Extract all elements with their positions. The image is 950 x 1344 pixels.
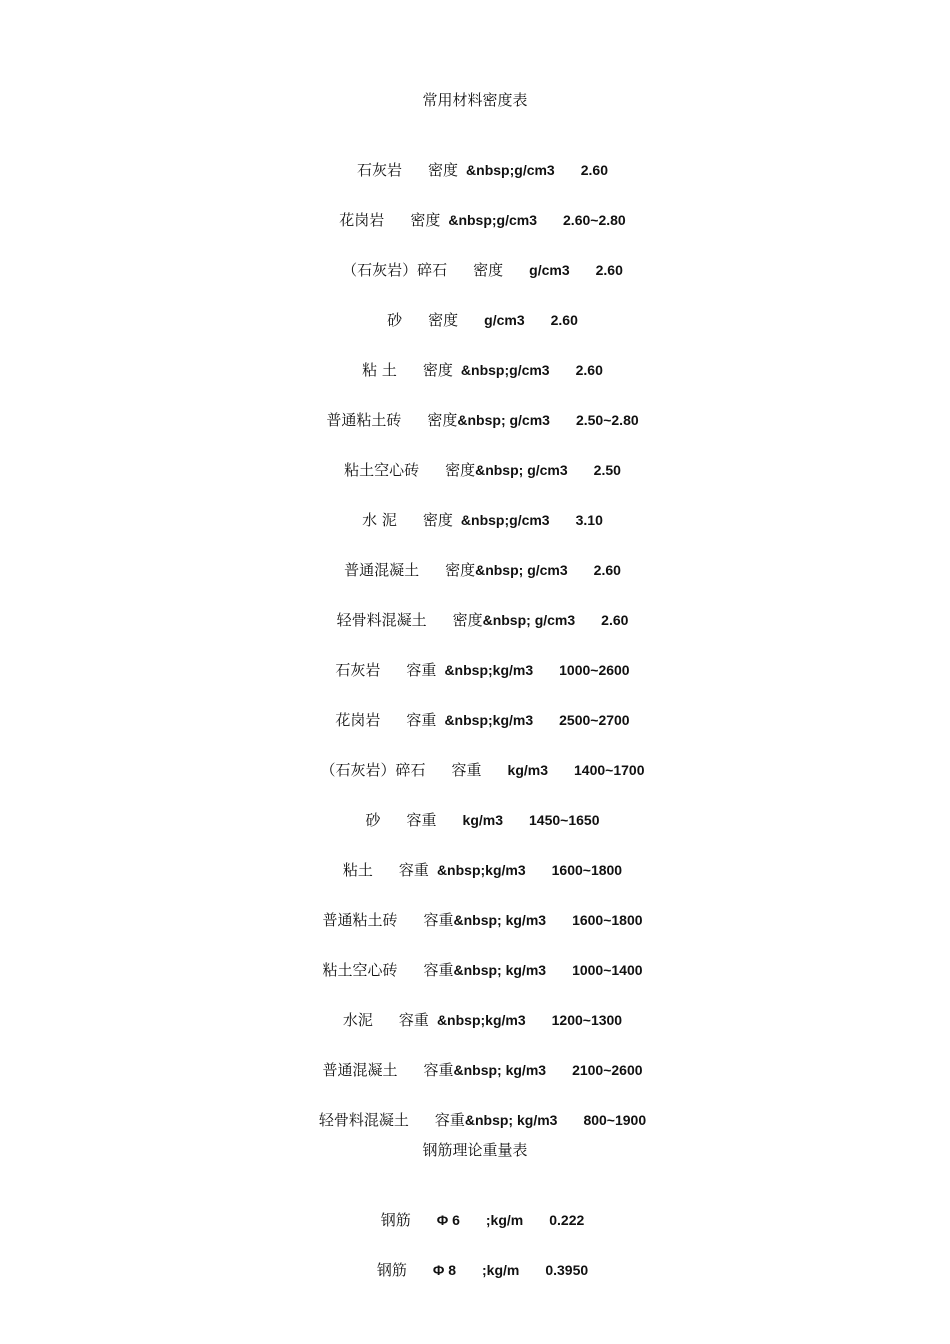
material-name: 砂: [365, 811, 381, 829]
property-label: 密度: [422, 511, 453, 529]
value-text: 0.3950: [545, 1262, 589, 1278]
property-label: 容重: [398, 1011, 429, 1029]
density-row: [0, 540, 950, 579]
unit-label: &nbsp; g/cm3: [475, 462, 568, 478]
property-label: 密度: [422, 361, 453, 379]
material-name: 粘土: [342, 861, 373, 879]
property-label: 容重: [423, 1061, 454, 1079]
density-row: [0, 390, 950, 429]
value-text: 1400~1700: [574, 762, 645, 778]
material-name: 轻骨料混凝土: [318, 1111, 409, 1129]
property-label: 容重: [423, 961, 454, 979]
unit-label: &nbsp; kg/m3: [453, 1062, 547, 1078]
bulk-density-row: [0, 740, 950, 779]
value-text: 2100~2600: [572, 1062, 643, 1078]
density-row: [0, 240, 950, 279]
property-label: 容重: [398, 861, 429, 879]
bulk-density-row: [0, 1090, 950, 1129]
property-label: 容重: [406, 711, 437, 729]
bulk-density-row: [0, 890, 950, 929]
density-row: [0, 140, 950, 179]
unit-label: &nbsp;g/cm3: [460, 512, 550, 528]
density-row: [0, 440, 950, 479]
unit-label: &nbsp;kg/m3: [436, 862, 526, 878]
material-name: 普通混凝土: [344, 561, 420, 579]
unit-label: &nbsp; g/cm3: [475, 562, 568, 578]
value-text: 2.60: [550, 312, 578, 328]
unit-label: &nbsp;kg/m3: [444, 712, 534, 728]
unit-label: &nbsp; kg/m3: [453, 912, 547, 928]
value-text: 0.222: [549, 1212, 585, 1228]
rebar-table-title: 钢筋理论重量表: [422, 1141, 528, 1159]
unit-label: &nbsp; g/cm3: [482, 612, 576, 628]
value-text: 1450~1650: [529, 812, 600, 828]
material-name: 普通混凝土: [322, 1061, 398, 1079]
unit-label: &nbsp; kg/m3: [464, 1112, 558, 1128]
rebar-row: [0, 1240, 950, 1279]
value-text: 1000~1400: [572, 962, 643, 978]
unit-label: &nbsp; kg/m3: [453, 962, 547, 978]
value-text: 2.60~2.80: [563, 212, 626, 228]
value-text: 2.60: [595, 262, 623, 278]
material-name: 轻骨料混凝土: [336, 611, 427, 629]
property-label: 容重: [406, 811, 437, 829]
material-name: 水 泥: [362, 511, 397, 529]
value-text: 2.50: [593, 462, 621, 478]
property-label: 密度: [427, 411, 458, 429]
material-name: 砂: [387, 311, 403, 329]
bulk-density-row: [0, 1040, 950, 1079]
unit-label: &nbsp;kg/m3: [436, 1012, 526, 1028]
value-text: 1000~2600: [559, 662, 630, 678]
material-name: 粘土空心砖: [322, 961, 398, 979]
property-label: 密度: [428, 311, 459, 329]
rebar-diameter: Φ 8: [432, 1262, 456, 1278]
bulk-density-row: [0, 690, 950, 729]
unit-label: &nbsp;g/cm3: [448, 212, 538, 228]
bulk-density-row: [0, 940, 950, 979]
value-text: 2.60: [601, 612, 629, 628]
material-name: 花岗岩: [339, 211, 385, 229]
property-label: 密度: [428, 161, 459, 179]
unit-label: ;kg/m: [482, 1262, 520, 1278]
value-text: 2.60: [580, 162, 608, 178]
property-label: 密度: [445, 461, 476, 479]
value-text: 1600~1800: [572, 912, 643, 928]
unit-label: kg/m3: [507, 762, 549, 778]
density-row: [0, 590, 950, 629]
density-row: [0, 190, 950, 229]
bulk-density-row: [0, 990, 950, 1029]
value-text: 800~1900: [583, 1112, 647, 1128]
material-name: 花岗岩: [335, 711, 381, 729]
unit-label: &nbsp;g/cm3: [460, 362, 550, 378]
value-text: 2.60: [593, 562, 621, 578]
material-name: 普通粘土砖: [322, 911, 398, 929]
unit-label: ;kg/m: [485, 1212, 524, 1228]
material-name: （石灰岩）碎石: [320, 761, 426, 779]
material-name: （石灰岩）碎石: [342, 261, 448, 279]
property-label: 密度: [473, 261, 504, 279]
material-name: 普通粘土砖: [326, 411, 402, 429]
rebar-name: 钢筋: [376, 1261, 407, 1279]
material-name: 粘土空心砖: [344, 461, 420, 479]
unit-label: g/cm3: [529, 262, 570, 278]
property-label: 容重: [434, 1111, 465, 1129]
value-text: 1600~1800: [551, 862, 623, 878]
material-name: 粘 土: [362, 361, 397, 379]
density-row: [0, 290, 950, 329]
material-name: 石灰岩: [335, 661, 381, 679]
bulk-density-row: [0, 790, 950, 829]
value-text: 3.10: [575, 512, 603, 528]
bulk-density-row: [0, 640, 950, 679]
unit-label: g/cm3: [484, 312, 525, 328]
property-label: 容重: [406, 661, 437, 679]
material-name: 水泥: [342, 1011, 373, 1029]
rebar-name: 钢筋: [380, 1211, 411, 1229]
value-text: 2.50~2.80: [575, 412, 639, 428]
unit-label: kg/m3: [462, 812, 504, 828]
property-label: 密度: [410, 211, 441, 229]
bulk-density-row: [0, 840, 950, 879]
property-label: 容重: [423, 911, 454, 929]
value-text: 2.60: [575, 362, 603, 378]
rebar-diameter: Φ 6: [436, 1212, 460, 1228]
value-text: 2500~2700: [559, 712, 630, 728]
property-label: 容重: [451, 761, 482, 779]
material-name: 石灰岩: [357, 161, 403, 179]
value-text: 1200~1300: [551, 1012, 623, 1028]
unit-label: &nbsp; g/cm3: [457, 412, 550, 428]
density-row: [0, 340, 950, 379]
rebar-row: [0, 1190, 950, 1229]
density-table-title: 常用材料密度表: [422, 91, 528, 109]
unit-label: &nbsp;kg/m3: [444, 662, 534, 678]
property-label: 密度: [445, 561, 476, 579]
density-row: [0, 490, 950, 529]
unit-label: &nbsp;g/cm3: [466, 162, 555, 178]
property-label: 密度: [452, 611, 483, 629]
